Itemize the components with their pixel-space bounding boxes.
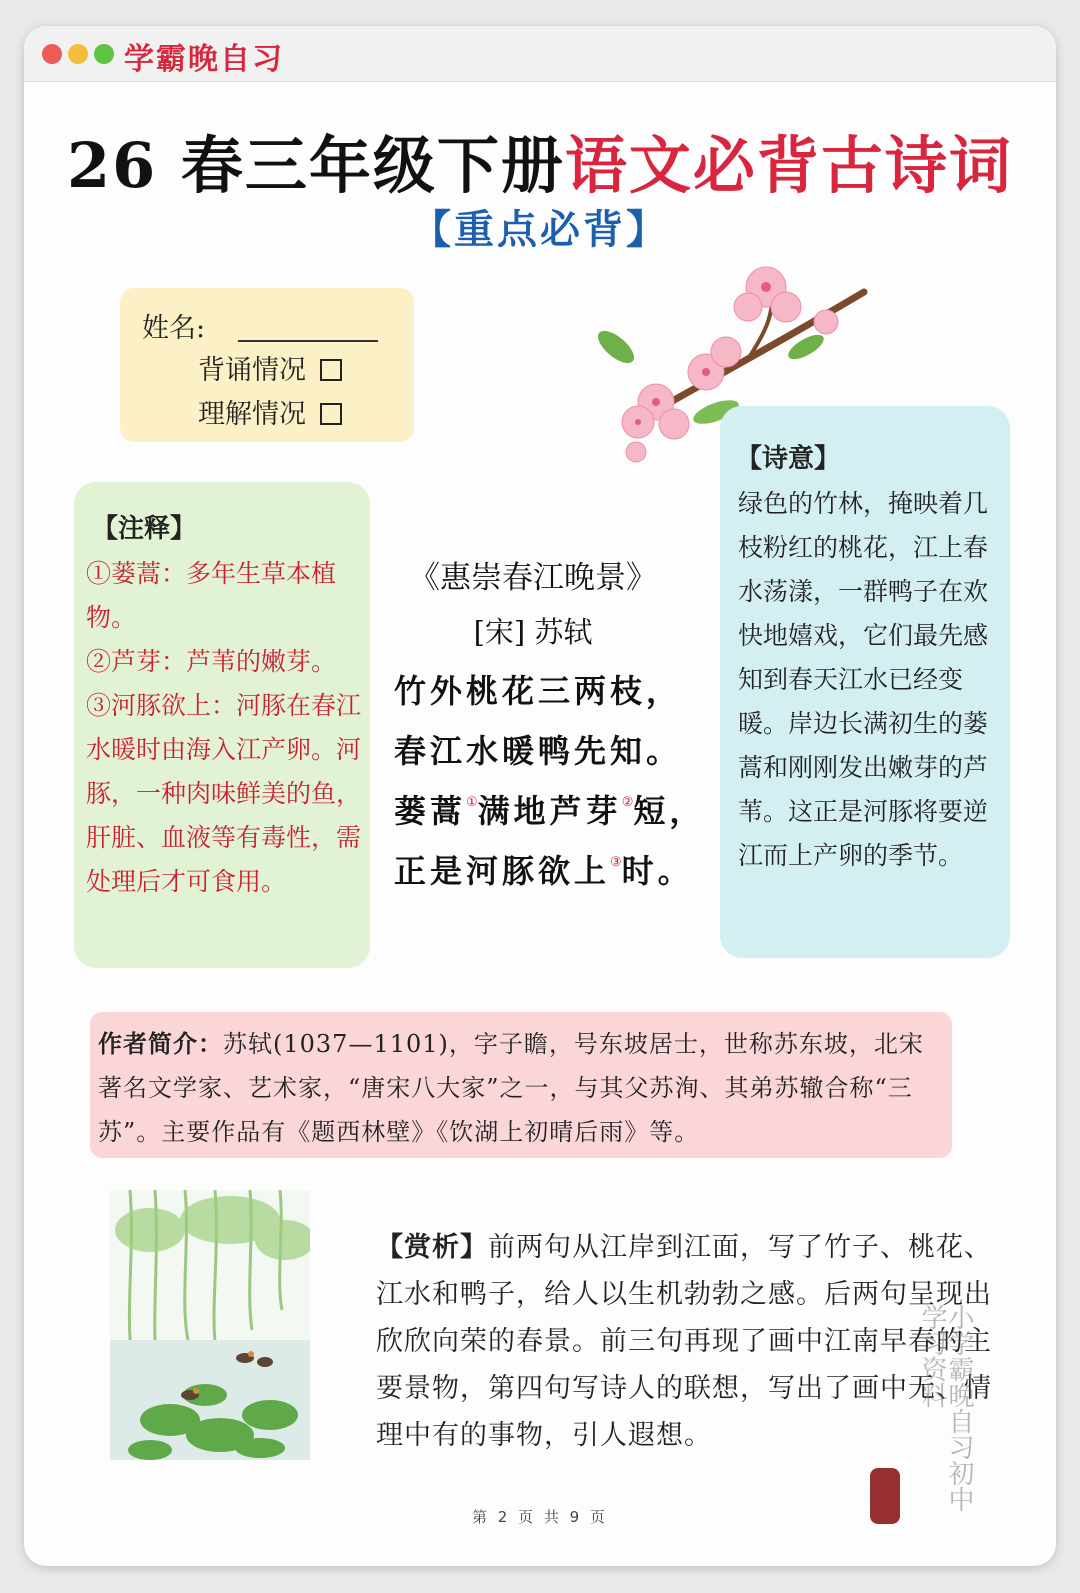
recite-status-label: 背诵情况 (198, 355, 306, 386)
author-intro-card (90, 1012, 952, 1158)
understand-status-label: 理解情况 (198, 399, 306, 430)
page-subtitle: 【重点必背】 (411, 206, 669, 253)
note-item-3: ③河豚欲上：河豚在春江水暖时由海入江产卵。河豚，一种肉味鲜美的鱼，肝脏、血液等有毒性，需处理后才可食用。 (86, 691, 362, 896)
recite-checkbox[interactable] (320, 359, 342, 381)
maximize-window-button[interactable] (94, 44, 114, 64)
author-intro-heading: 作者简介： (98, 1029, 223, 1058)
name-input-line[interactable] (238, 340, 378, 342)
understand-status-row (198, 392, 342, 431)
minimize-window-button[interactable] (68, 44, 88, 64)
understand-checkbox[interactable] (320, 403, 342, 425)
poem-line-3-part-c: 短， (633, 792, 706, 830)
page-title-black: 26 春三年级下册 (67, 129, 565, 202)
app-title: 学霸晚自习 (124, 42, 284, 77)
poem-line-1: 竹外桃花三两枝， (394, 672, 683, 710)
notes-list (86, 552, 364, 904)
app-window (24, 26, 1056, 1566)
poem-line-3-part-b: 满地芦芽 (477, 792, 622, 830)
name-label: 姓名: (142, 313, 206, 344)
poem-title: 《惠崇春江晚景》 (409, 560, 657, 596)
poem-line-3-part-a: 蒌蒿 (394, 792, 467, 830)
watermark-text: 小学霸晚自习初中学习资料 (917, 1304, 974, 1512)
footnote-mark-2: ② (621, 795, 634, 810)
poem-line-4-part-a: 正是河豚欲上 (394, 852, 611, 890)
meaning-heading: 【诗意】 (736, 444, 841, 474)
footnote-mark-3: ③ (610, 855, 622, 870)
willow-pond-illustration (110, 1190, 310, 1460)
poem-line-4 (394, 846, 704, 892)
analysis-heading: 【赏析】 (376, 1232, 488, 1263)
recite-status-row (198, 348, 342, 387)
page-title-red: 语文必背古诗词 (564, 129, 1013, 202)
title-bar (24, 26, 1056, 82)
close-window-button[interactable] (42, 44, 62, 64)
poem-line-3 (394, 786, 704, 832)
poem-line-2: 春江水暖鸭先知。 (394, 732, 683, 770)
poem-line-4-part-b: 时。 (621, 852, 694, 890)
note-item-2: ②芦芽：芦苇的嫩芽。 (86, 647, 337, 676)
meaning-text: 绿色的竹林，掩映着几枝粉红的桃花，江上春水荡漾，一群鸭子在欢快地嬉戏，它们最先感知到春天江水已经变暖。岸边长满初生的蒌蒿和刚刚发出嫩芽的芦苇。这正是河豚将要逆江而上产卵的季节。 (738, 489, 989, 870)
student-info-card (120, 288, 414, 442)
note-item-1: ①蒌蒿：多年生草本植物。 (86, 559, 337, 632)
notes-heading: 【注释】 (92, 514, 197, 544)
author-intro-body: 苏轼(1037—1101)，字子瞻，号东坡居士，世称苏东坡，北宋著名文学家、艺术家，“唐宋八大家”之一，与其父苏洵、其弟苏辙合称“三苏”。主要作品有《题西林壁》《饮湖上初晴后雨》等。 (98, 1030, 924, 1146)
page-number: 第 2 页 共 9 页 (472, 1508, 608, 1526)
meaning-card (720, 406, 1010, 958)
footnote-mark-1: ① (466, 795, 478, 810)
author-intro-text (98, 1022, 948, 1154)
notes-card (74, 482, 370, 968)
poem-author: [宋] 苏轼 (473, 615, 593, 649)
analysis-body: 前两句从江岸到江面，写了竹子、桃花、江水和鸭子，给人以生机勃勃之感。后两句呈现出欣欣向荣的春景。前三句再现了画中江南早春的主要景物，第四句写诗人的联想，写出了画中无、情理中有的事物，引人遐想。 (376, 1232, 992, 1451)
page-title (24, 116, 1056, 205)
